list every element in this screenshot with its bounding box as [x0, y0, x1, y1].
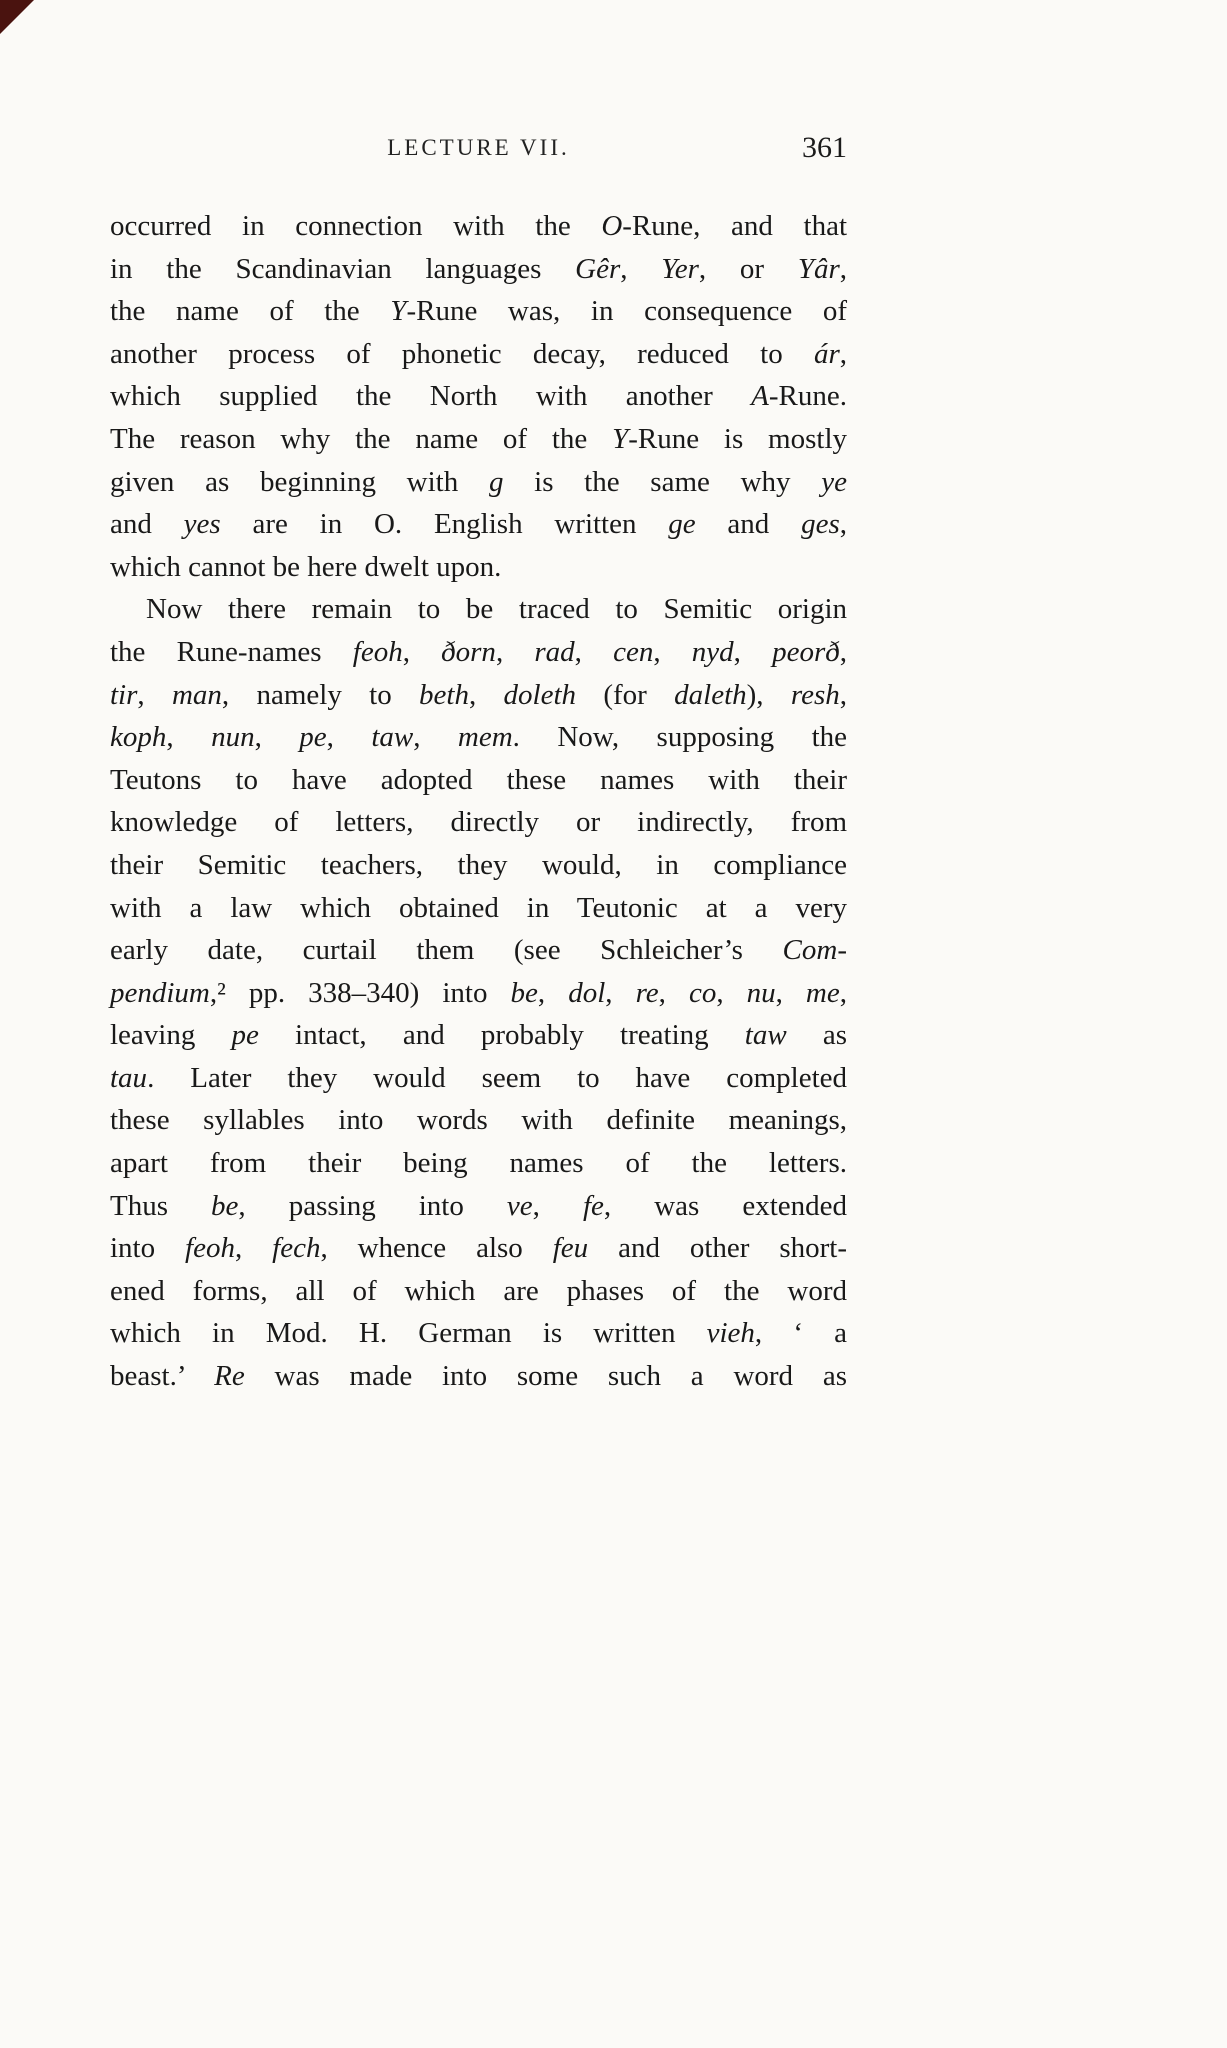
- italic-text-segment: Yâr: [797, 252, 840, 285]
- italic-text-segment: Y: [390, 295, 407, 328]
- text-segment: ened forms, all of which are phases of the word: [110, 1274, 847, 1307]
- text-segment: ,: [839, 678, 847, 711]
- italic-text-segment: resh: [790, 678, 840, 711]
- text-line: [110, 844, 847, 887]
- text-line: [110, 290, 847, 333]
- text-line: [110, 801, 847, 844]
- text-segment: intact, and probably treating: [258, 1019, 745, 1052]
- italic-text-segment: feu: [552, 1232, 589, 1265]
- text-segment: , whence also: [320, 1232, 553, 1265]
- page-body: [110, 205, 847, 1398]
- text-segment: ),: [746, 678, 791, 711]
- text-segment: ,: [234, 1232, 273, 1265]
- text-segment: in the Scandinavian languages: [110, 252, 576, 285]
- italic-text-segment: O: [601, 210, 623, 242]
- italic-text-segment: tir: [110, 678, 138, 711]
- text-segment: -Rune, and that: [622, 210, 848, 242]
- text-line: [110, 1057, 847, 1100]
- text-segment: ,: [839, 252, 847, 285]
- text-line: [110, 759, 847, 802]
- italic-text-segment: vieh: [706, 1317, 755, 1350]
- text-line: [110, 375, 847, 418]
- italic-text-segment: ye: [821, 465, 847, 498]
- italic-text-segment: pe: [299, 721, 327, 754]
- text-segment: . Now, supposing the: [512, 721, 848, 754]
- text-line: [110, 972, 847, 1015]
- italic-text-segment: nyd: [691, 635, 734, 668]
- text-segment: which supplied the North with another: [110, 380, 752, 413]
- text-segment: ,: [254, 721, 300, 754]
- text-segment: the name of the: [110, 295, 391, 328]
- italic-text-segment: re: [635, 976, 659, 1009]
- text-segment: . Later they would seem to have completed: [147, 1061, 847, 1094]
- text-segment: which cannot be here dwelt upon.: [110, 550, 502, 583]
- italic-text-segment: be: [211, 1189, 239, 1222]
- text-segment: early date, curtail them (see Schleicher’s: [110, 934, 783, 967]
- text-segment: Now there remain to be traced to Semitic origin: [146, 593, 847, 626]
- text-segment: , ‘ a: [754, 1317, 848, 1350]
- text-segment: leaving: [110, 1019, 232, 1052]
- text-segment: ,² pp. 338–340) into: [209, 976, 511, 1009]
- text-line: [110, 205, 847, 248]
- text-segment: Teutons to have adopted these names with their: [110, 763, 847, 796]
- italic-text-segment: tau: [110, 1061, 148, 1094]
- text-segment: (for: [576, 678, 675, 711]
- text-segment: ,: [839, 508, 847, 541]
- italic-text-segment: be: [510, 976, 538, 1009]
- text-segment: knowledge of letters, directly or indirectly, from: [110, 806, 847, 839]
- italic-text-segment: Gêr: [575, 252, 621, 285]
- text-segment: as: [786, 1019, 847, 1052]
- text-segment: ,: [402, 635, 442, 668]
- italic-text-segment: nu: [746, 976, 776, 1009]
- text-line: [110, 333, 847, 376]
- italic-text-segment: ges: [801, 508, 840, 541]
- text-segment: ,: [468, 678, 504, 711]
- text-segment: given as beginning with: [110, 465, 489, 498]
- italic-text-segment: Re: [214, 1360, 245, 1393]
- text-line: [110, 674, 847, 717]
- text-segment: into: [110, 1232, 186, 1265]
- text-segment: these syllables into words with definite meanings,: [110, 1104, 847, 1137]
- italic-text-segment: fe: [582, 1189, 604, 1222]
- text-segment: apart from their being names of the letters.: [110, 1147, 847, 1180]
- italic-text-segment: beth: [419, 678, 469, 711]
- page-header: [110, 126, 847, 170]
- italic-text-segment: me: [805, 976, 840, 1009]
- text-line: [110, 546, 847, 589]
- text-segment: , passing into: [238, 1189, 507, 1222]
- text-segment: ,: [605, 976, 636, 1009]
- text-line: [110, 887, 847, 930]
- italic-text-segment: daleth: [674, 678, 747, 711]
- scan-corner-artifact: [0, 0, 34, 34]
- italic-text-segment: co: [688, 976, 717, 1009]
- text-segment: ,: [733, 635, 773, 668]
- italic-text-segment: ve: [506, 1189, 533, 1222]
- text-segment: , was extended: [603, 1189, 848, 1222]
- body-paragraph: [110, 588, 847, 1397]
- text-segment: ,: [495, 635, 535, 668]
- italic-text-segment: man: [171, 678, 222, 711]
- text-segment: and: [695, 508, 802, 541]
- text-segment: Thus: [110, 1189, 212, 1222]
- text-line: [110, 503, 847, 546]
- text-segment: ,: [574, 635, 614, 668]
- text-segment: which in Mod. H. German is written: [110, 1317, 707, 1350]
- text-line: [110, 248, 847, 291]
- text-segment: ,: [775, 976, 806, 1009]
- text-segment: ,: [658, 976, 689, 1009]
- text-segment: ,: [839, 337, 847, 370]
- text-segment: -Rune is mostly: [628, 422, 848, 455]
- text-segment: ,: [326, 721, 372, 754]
- text-segment: , or: [698, 252, 798, 285]
- text-line: [110, 1185, 847, 1228]
- italic-text-segment: Y: [612, 422, 629, 455]
- text-segment: is the same why: [503, 465, 822, 498]
- italic-text-segment: ðorn: [441, 635, 496, 668]
- italic-text-segment: Com-: [782, 934, 847, 967]
- text-segment: and other short-: [588, 1232, 848, 1265]
- italic-text-segment: taw: [371, 721, 414, 754]
- text-segment: The reason why the name of the: [110, 422, 613, 455]
- italic-text-segment: rad: [534, 635, 575, 668]
- running-head: LECTURE VII.: [387, 135, 570, 160]
- text-segment: another process of phonetic decay, reduced to: [110, 337, 814, 370]
- text-segment: ,: [839, 635, 848, 668]
- italic-text-segment: fech: [272, 1232, 321, 1265]
- text-segment: -Rune.: [768, 380, 847, 413]
- text-segment: ,: [620, 252, 662, 285]
- italic-text-segment: ár: [813, 337, 840, 370]
- italic-text-segment: peorð: [772, 635, 840, 668]
- italic-text-segment: mem: [457, 721, 513, 754]
- italic-text-segment: g: [488, 465, 504, 498]
- text-line: [110, 1312, 847, 1355]
- italic-text-segment: feoh: [185, 1232, 235, 1265]
- italic-text-segment: feoh: [352, 635, 403, 668]
- text-segment: ,: [137, 678, 172, 711]
- italic-text-segment: pe: [231, 1019, 259, 1052]
- text-segment: the Rune-names: [110, 635, 353, 668]
- text-segment: ,: [537, 976, 569, 1009]
- italic-text-segment: pendium: [110, 976, 210, 1009]
- text-segment: ,: [532, 1189, 583, 1222]
- italic-text-segment: doleth: [503, 678, 577, 711]
- text-segment: ,: [413, 721, 458, 754]
- text-segment: beast.’: [110, 1360, 215, 1393]
- text-line: [110, 1227, 847, 1270]
- text-segment: ,: [716, 976, 747, 1009]
- text-line: [110, 1099, 847, 1142]
- body-paragraph: [110, 205, 847, 588]
- text-segment: ,: [839, 976, 847, 1009]
- text-segment: was made into some such a word as: [244, 1360, 847, 1393]
- text-line: [110, 716, 847, 759]
- text-line: [110, 461, 847, 504]
- text-line: [110, 1355, 847, 1398]
- italic-text-segment: ge: [668, 508, 696, 541]
- text-segment: with a law which obtained in Teutonic at a very: [110, 891, 847, 924]
- text-line: [110, 1014, 847, 1057]
- italic-text-segment: Yer: [661, 252, 699, 285]
- text-line: [110, 631, 847, 674]
- italic-text-segment: nun: [211, 721, 255, 754]
- page-number: 361: [802, 131, 847, 164]
- text-segment: -Rune was, in consequence of: [406, 295, 847, 328]
- text-segment: ,: [166, 721, 212, 754]
- text-segment: their Semitic teachers, they would, in compliance: [110, 848, 847, 881]
- text-line: [110, 588, 847, 631]
- italic-text-segment: taw: [744, 1019, 787, 1052]
- text-line: [110, 1270, 847, 1313]
- text-line: [110, 1142, 847, 1185]
- text-segment: occurred in connection with the: [110, 210, 602, 242]
- text-segment: , namely to: [221, 678, 420, 711]
- italic-text-segment: dol: [568, 976, 606, 1009]
- italic-text-segment: A: [751, 380, 769, 413]
- text-segment: and: [110, 508, 184, 541]
- italic-text-segment: yes: [183, 508, 221, 541]
- text-segment: are in O. English written: [220, 508, 669, 541]
- italic-text-segment: koph: [110, 721, 167, 754]
- text-line: [110, 418, 847, 461]
- text-line: [110, 929, 847, 972]
- text-segment: ,: [653, 635, 692, 668]
- italic-text-segment: cen: [613, 635, 654, 668]
